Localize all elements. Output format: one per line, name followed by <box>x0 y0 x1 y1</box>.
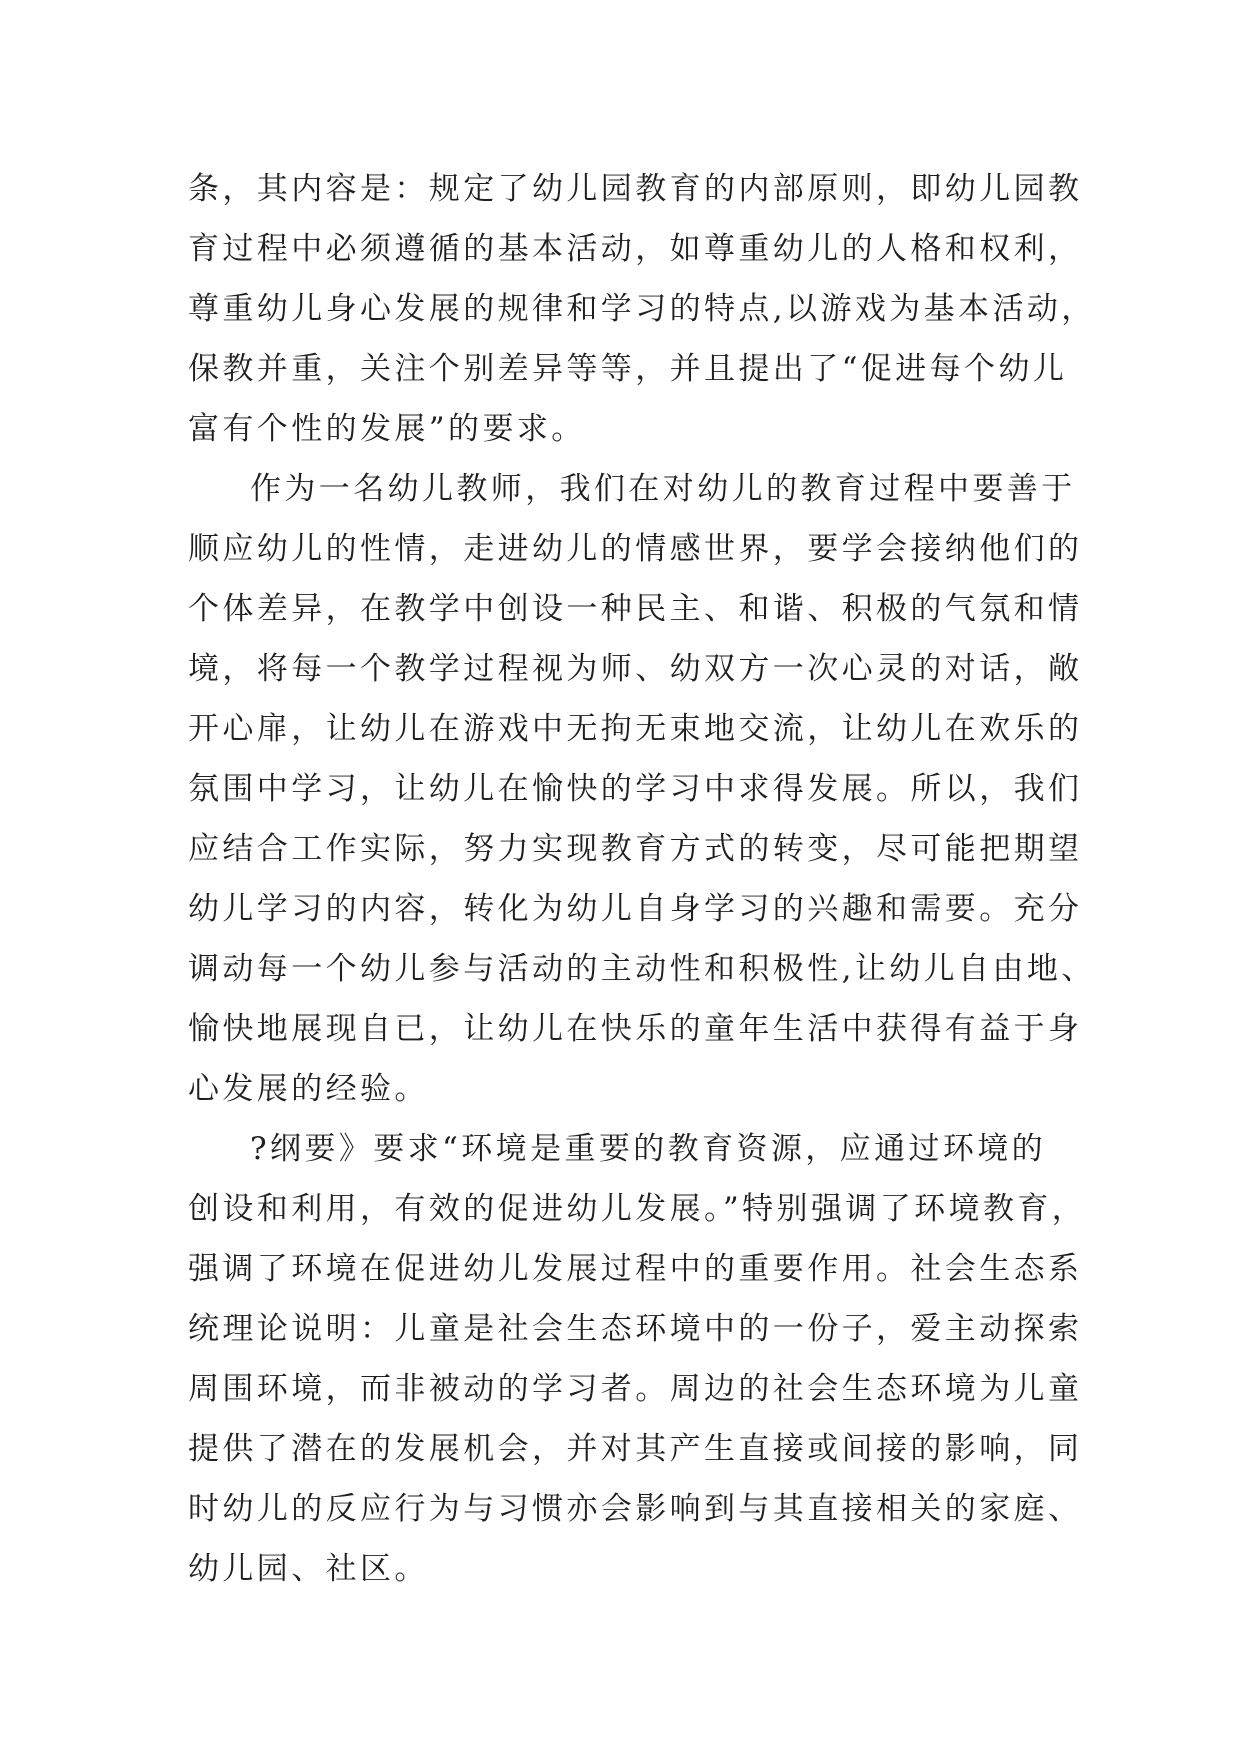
text-line: 氛围中学习，让幼儿在愉快的学习中求得发展。所以，我们 <box>188 771 1083 807</box>
text-line-first: ?纲要》要求“环境是重要的教育资源，应通过环境的 <box>250 1131 1047 1167</box>
text-line: 个体差异，在教学中创设一种民主、和谐、积极的气氛和情 <box>188 591 1083 627</box>
text-line: 创设和利用，有效的促进幼儿发展。”特别强调了环境教育， <box>188 1191 1087 1227</box>
text-line: 境，将每一个教学过程视为师、幼双方一次心灵的对话，敞 <box>188 651 1083 687</box>
text-line: 保教并重，关注个别差异等等，并且提出了“促进每个幼儿 <box>188 351 1068 387</box>
text-line: 强调了环境在促进幼儿发展过程中的重要作用。社会生态系 <box>188 1251 1083 1287</box>
text-line-first: 作为一名幼儿教师，我们在对幼儿的教育过程中要善于 <box>250 471 1076 507</box>
text-line: 幼儿学习的内容，转化为幼儿自身学习的兴趣和需要。充分 <box>188 891 1083 927</box>
text-line: 育过程中必须遵循的基本活动，如尊重幼儿的人格和权利， <box>188 231 1083 267</box>
text-line: 幼儿园、社区。 <box>188 1551 429 1587</box>
text-line: 条，其内容是：规定了幼儿园教育的内部原则，即幼儿园教 <box>188 171 1083 207</box>
text-line: 调动每一个幼儿参与活动的主动性和积极性,让幼儿自由地、 <box>188 951 1096 987</box>
text-line: 富有个性的发展”的要求。 <box>188 411 586 447</box>
text-line: 时幼儿的反应行为与习惯亦会影响到与其直接相关的家庭、 <box>188 1491 1083 1527</box>
text-line: 尊重幼儿身心发展的规律和学习的特点,以游戏为基本活动， <box>188 291 1096 327</box>
text-line: 提供了潜在的发展机会，并对其产生直接或间接的影响，同 <box>188 1431 1083 1467</box>
text-line: 应结合工作实际，努力实现教育方式的转变，尽可能把期望 <box>188 831 1083 867</box>
text-line: 顺应幼儿的性情，走进幼儿的情感世界，要学会接纳他们的 <box>188 531 1083 567</box>
text-line: 周围环境，而非被动的学习者。周边的社会生态环境为儿童 <box>188 1371 1083 1407</box>
document-body <box>188 159 1096 1599</box>
text-line: 心发展的经验。 <box>188 1071 429 1107</box>
text-line: 开心扉，让幼儿在游戏中无拘无束地交流，让幼儿在欢乐的 <box>188 711 1083 747</box>
text-line: 统理论说明：儿童是社会生态环境中的一份子，爱主动探索 <box>188 1311 1083 1347</box>
text-line: 愉快地展现自已，让幼儿在快乐的童年生活中获得有益于身 <box>188 1011 1083 1047</box>
